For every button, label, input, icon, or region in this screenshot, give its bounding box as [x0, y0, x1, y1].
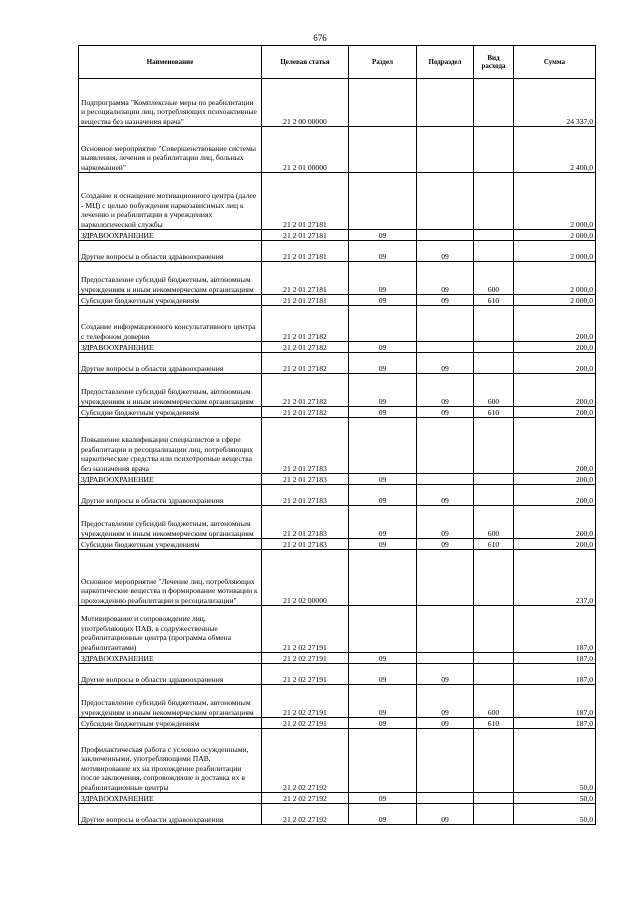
cell-target: 21 2 01 27182 — [262, 306, 349, 342]
cell-type — [474, 485, 514, 506]
cell-amount: 200,0 — [514, 374, 596, 407]
cell-subsection — [417, 79, 474, 127]
cell-amount: 2 000,0 — [514, 173, 596, 230]
cell-amount: 200,0 — [514, 485, 596, 506]
cell-name: Другие вопросы в области здравоохранения — [79, 804, 262, 825]
cell-type — [474, 664, 514, 685]
cell-target: 21 2 01 27181 — [262, 295, 349, 306]
table-row — [79, 653, 596, 664]
cell-name: ЗДРАВООХРАНЕНИЕ — [79, 653, 262, 664]
cell-name: Основное мероприятие "Лечение лиц, потребляющих наркотические вещества и формирование мотивации к прохождению реабилитации и ресоциализации" — [79, 550, 262, 606]
cell-type — [474, 474, 514, 485]
cell-subsection: 09 — [417, 664, 474, 685]
cell-section: 09 — [349, 685, 417, 718]
cell-target: 21 2 01 27181 — [262, 262, 349, 295]
cell-type: 600 — [474, 685, 514, 718]
cell-type — [474, 353, 514, 374]
table-row — [79, 485, 596, 506]
cell-amount: 200,0 — [514, 407, 596, 418]
cell-amount: 187,0 — [514, 664, 596, 685]
table-row — [79, 79, 596, 127]
cell-type — [474, 173, 514, 230]
cell-type — [474, 804, 514, 825]
cell-subsection — [417, 127, 474, 173]
cell-name: Другие вопросы в области здравоохранения — [79, 485, 262, 506]
cell-type — [474, 127, 514, 173]
cell-target: 21 2 02 27192 — [262, 729, 349, 793]
table-row — [79, 606, 596, 653]
cell-section: 09 — [349, 653, 417, 664]
cell-name: ЗДРАВООХРАНЕНИЕ — [79, 474, 262, 485]
cell-amount: 200,0 — [514, 306, 596, 342]
cell-type — [474, 653, 514, 664]
cell-section: 09 — [349, 241, 417, 262]
cell-section: 09 — [349, 485, 417, 506]
cell-target: 21 2 01 27181 — [262, 230, 349, 241]
cell-amount: 187,0 — [514, 653, 596, 664]
table-row — [79, 295, 596, 306]
table-row — [79, 539, 596, 550]
cell-name: Создание информационного консультативного центра с телефоном доверия — [79, 306, 262, 342]
cell-target: 21 2 02 27191 — [262, 718, 349, 729]
cell-amount: 200,0 — [514, 353, 596, 374]
cell-target: 21 2 02 00000 — [262, 550, 349, 606]
cell-name: Другие вопросы в области здравоохранения — [79, 241, 262, 262]
header-subsection: Подраздел — [417, 46, 474, 79]
table-row — [79, 718, 596, 729]
cell-target: 21 2 01 27183 — [262, 539, 349, 550]
cell-target: 21 2 01 27182 — [262, 342, 349, 353]
cell-section: 09 — [349, 539, 417, 550]
cell-target: 21 2 01 27182 — [262, 353, 349, 374]
cell-subsection: 09 — [417, 262, 474, 295]
cell-amount: 187,0 — [514, 718, 596, 729]
cell-subsection: 09 — [417, 718, 474, 729]
cell-name: Мотивирование и сопровождение лиц, употребляющих ПАВ, в содружественные реабилитационные центра (программа обмена реабилитантами) — [79, 606, 262, 653]
cell-subsection: 09 — [417, 353, 474, 374]
cell-amount: 200,0 — [514, 506, 596, 539]
cell-section: 09 — [349, 506, 417, 539]
cell-amount: 2 000,0 — [514, 241, 596, 262]
cell-section: 09 — [349, 374, 417, 407]
cell-subsection: 09 — [417, 407, 474, 418]
cell-target: 21 2 01 27181 — [262, 241, 349, 262]
cell-name: Субсидии бюджетным учреждениям — [79, 718, 262, 729]
cell-subsection — [417, 550, 474, 606]
cell-target: 21 2 02 27192 — [262, 793, 349, 804]
table-row — [79, 664, 596, 685]
table-row — [79, 804, 596, 825]
header-expense-type: Вид расхода — [474, 46, 514, 79]
table-row — [79, 342, 596, 353]
cell-name: Другие вопросы в области здравоохранения — [79, 664, 262, 685]
cell-section: 09 — [349, 295, 417, 306]
header-name: Наименование — [79, 46, 262, 79]
header-target: Целевая статья — [262, 46, 349, 79]
cell-name: Предоставление субсидий бюджетным, автономным учреждениям и иным некоммерческим организациям — [79, 374, 262, 407]
cell-subsection: 09 — [417, 804, 474, 825]
cell-subsection — [417, 729, 474, 793]
cell-target: 21 2 02 27192 — [262, 804, 349, 825]
cell-section: 09 — [349, 353, 417, 374]
cell-name: Субсидии бюджетным учреждениям — [79, 407, 262, 418]
cell-subsection: 09 — [417, 374, 474, 407]
cell-name: Подпрограмма "Комплексные меры по реабилитации и ресоциализации лиц, потребляющих психоактивные вещества без назначения врача" — [79, 79, 262, 127]
cell-subsection — [417, 793, 474, 804]
cell-subsection — [417, 606, 474, 653]
table-row — [79, 374, 596, 407]
cell-type — [474, 230, 514, 241]
cell-name: Другие вопросы в области здравоохранения — [79, 353, 262, 374]
cell-name: Создание и оснащение мотивационного центра (далее - МЦ) с целью побуждения наркозависимых лиц к лечению и реабилитации в учреждениях наркологической службы — [79, 173, 262, 230]
table-row — [79, 729, 596, 793]
cell-amount: 50,0 — [514, 804, 596, 825]
cell-subsection — [417, 306, 474, 342]
cell-subsection: 09 — [417, 685, 474, 718]
cell-type — [474, 729, 514, 793]
cell-subsection: 09 — [417, 506, 474, 539]
table-row — [79, 173, 596, 230]
cell-amount: 50,0 — [514, 729, 596, 793]
cell-amount: 50,0 — [514, 793, 596, 804]
cell-name: ЗДРАВООХРАНЕНИЕ — [79, 230, 262, 241]
cell-name: ЗДРАВООХРАНЕНИЕ — [79, 793, 262, 804]
cell-type: 610 — [474, 407, 514, 418]
cell-type — [474, 793, 514, 804]
cell-type — [474, 606, 514, 653]
cell-type: 610 — [474, 539, 514, 550]
cell-amount: 187,0 — [514, 685, 596, 718]
cell-subsection — [417, 418, 474, 474]
table-row — [79, 407, 596, 418]
cell-name: ЗДРАВООХРАНЕНИЕ — [79, 342, 262, 353]
cell-section — [349, 79, 417, 127]
cell-subsection — [417, 342, 474, 353]
cell-target: 21 2 01 27183 — [262, 418, 349, 474]
cell-section: 09 — [349, 262, 417, 295]
cell-subsection — [417, 173, 474, 230]
cell-target: 21 2 01 27181 — [262, 173, 349, 230]
cell-type: 610 — [474, 295, 514, 306]
cell-type — [474, 241, 514, 262]
cell-name: Предоставление субсидий бюджетным, автономным учреждениям и иным некоммерческим организациям — [79, 262, 262, 295]
table-row — [79, 418, 596, 474]
table-row — [79, 241, 596, 262]
cell-type: 610 — [474, 718, 514, 729]
table-row — [79, 506, 596, 539]
cell-amount: 24 337,0 — [514, 79, 596, 127]
cell-amount: 2 000,0 — [514, 230, 596, 241]
cell-type: 600 — [474, 506, 514, 539]
cell-amount: 200,0 — [514, 474, 596, 485]
cell-section: 09 — [349, 407, 417, 418]
table-row — [79, 230, 596, 241]
table-row — [79, 474, 596, 485]
cell-subsection: 09 — [417, 539, 474, 550]
cell-section: 09 — [349, 342, 417, 353]
cell-section: 09 — [349, 664, 417, 685]
cell-type: 600 — [474, 374, 514, 407]
cell-section: 09 — [349, 793, 417, 804]
cell-target: 21 2 01 27183 — [262, 506, 349, 539]
cell-type: 600 — [474, 262, 514, 295]
header-amount: Сумма — [514, 46, 596, 79]
cell-target: 21 2 02 27191 — [262, 664, 349, 685]
cell-target: 21 2 01 27183 — [262, 485, 349, 506]
header-row — [79, 46, 596, 79]
table-row — [79, 262, 596, 295]
cell-subsection: 09 — [417, 295, 474, 306]
cell-section: 09 — [349, 230, 417, 241]
cell-section — [349, 418, 417, 474]
cell-subsection — [417, 653, 474, 664]
cell-subsection: 09 — [417, 485, 474, 506]
cell-amount: 200,0 — [514, 342, 596, 353]
table-body — [79, 79, 596, 825]
cell-subsection — [417, 474, 474, 485]
cell-section — [349, 173, 417, 230]
table-row — [79, 306, 596, 342]
cell-section — [349, 606, 417, 653]
cell-amount: 237,0 — [514, 550, 596, 606]
cell-target: 21 2 02 27191 — [262, 606, 349, 653]
cell-name: Субсидии бюджетным учреждениям — [79, 539, 262, 550]
cell-subsection — [417, 230, 474, 241]
table-row — [79, 550, 596, 606]
cell-target: 21 2 01 27183 — [262, 474, 349, 485]
cell-name: Профилактическая работа с условно осужденными, заключенными, употребляющими ПАВ, мотивирование их на прохождение реабилитации после заключения, сопровождение и доставка их в реабилитационные центры — [79, 729, 262, 793]
cell-target: 21 2 01 00000 — [262, 127, 349, 173]
cell-type — [474, 79, 514, 127]
table-row — [79, 127, 596, 173]
cell-type — [474, 418, 514, 474]
cell-target: 21 2 01 27182 — [262, 407, 349, 418]
cell-section: 09 — [349, 474, 417, 485]
cell-section — [349, 550, 417, 606]
cell-amount: 200,0 — [514, 418, 596, 474]
cell-target: 21 2 02 27191 — [262, 685, 349, 718]
cell-name: Повышение квалификации специалистов в сфере реабилитации и ресоциализации лиц, потребляющих наркотические средства или психотропные вещества без назначения врача — [79, 418, 262, 474]
cell-amount: 200,0 — [514, 539, 596, 550]
cell-name: Основное мероприятие "Совершенствование системы выявления, лечения и реабилитации лиц, больных наркоманией" — [79, 127, 262, 173]
cell-name: Предоставление субсидий бюджетным, автономным учреждениям и иным некоммерческим организациям — [79, 685, 262, 718]
header-section: Раздел — [349, 46, 417, 79]
cell-section — [349, 729, 417, 793]
table-row — [79, 685, 596, 718]
page-number: 676 — [313, 33, 327, 43]
cell-amount: 2 000,0 — [514, 295, 596, 306]
cell-target: 21 2 02 27191 — [262, 653, 349, 664]
table-row — [79, 793, 596, 804]
cell-amount: 187,0 — [514, 606, 596, 653]
cell-target: 21 2 01 27182 — [262, 374, 349, 407]
cell-subsection: 09 — [417, 241, 474, 262]
cell-type — [474, 342, 514, 353]
cell-amount: 2 400,0 — [514, 127, 596, 173]
cell-target: 21 2 00 00000 — [262, 79, 349, 127]
table-row — [79, 353, 596, 374]
budget-table — [78, 45, 596, 825]
cell-type — [474, 306, 514, 342]
cell-section — [349, 306, 417, 342]
cell-name: Предоставление субсидий бюджетным, автономным учреждениям и иным некоммерческим организациям — [79, 506, 262, 539]
cell-type — [474, 550, 514, 606]
cell-section: 09 — [349, 804, 417, 825]
cell-name: Субсидии бюджетным учреждениям — [79, 295, 262, 306]
cell-section: 09 — [349, 718, 417, 729]
cell-amount: 2 000,0 — [514, 262, 596, 295]
cell-section — [349, 127, 417, 173]
